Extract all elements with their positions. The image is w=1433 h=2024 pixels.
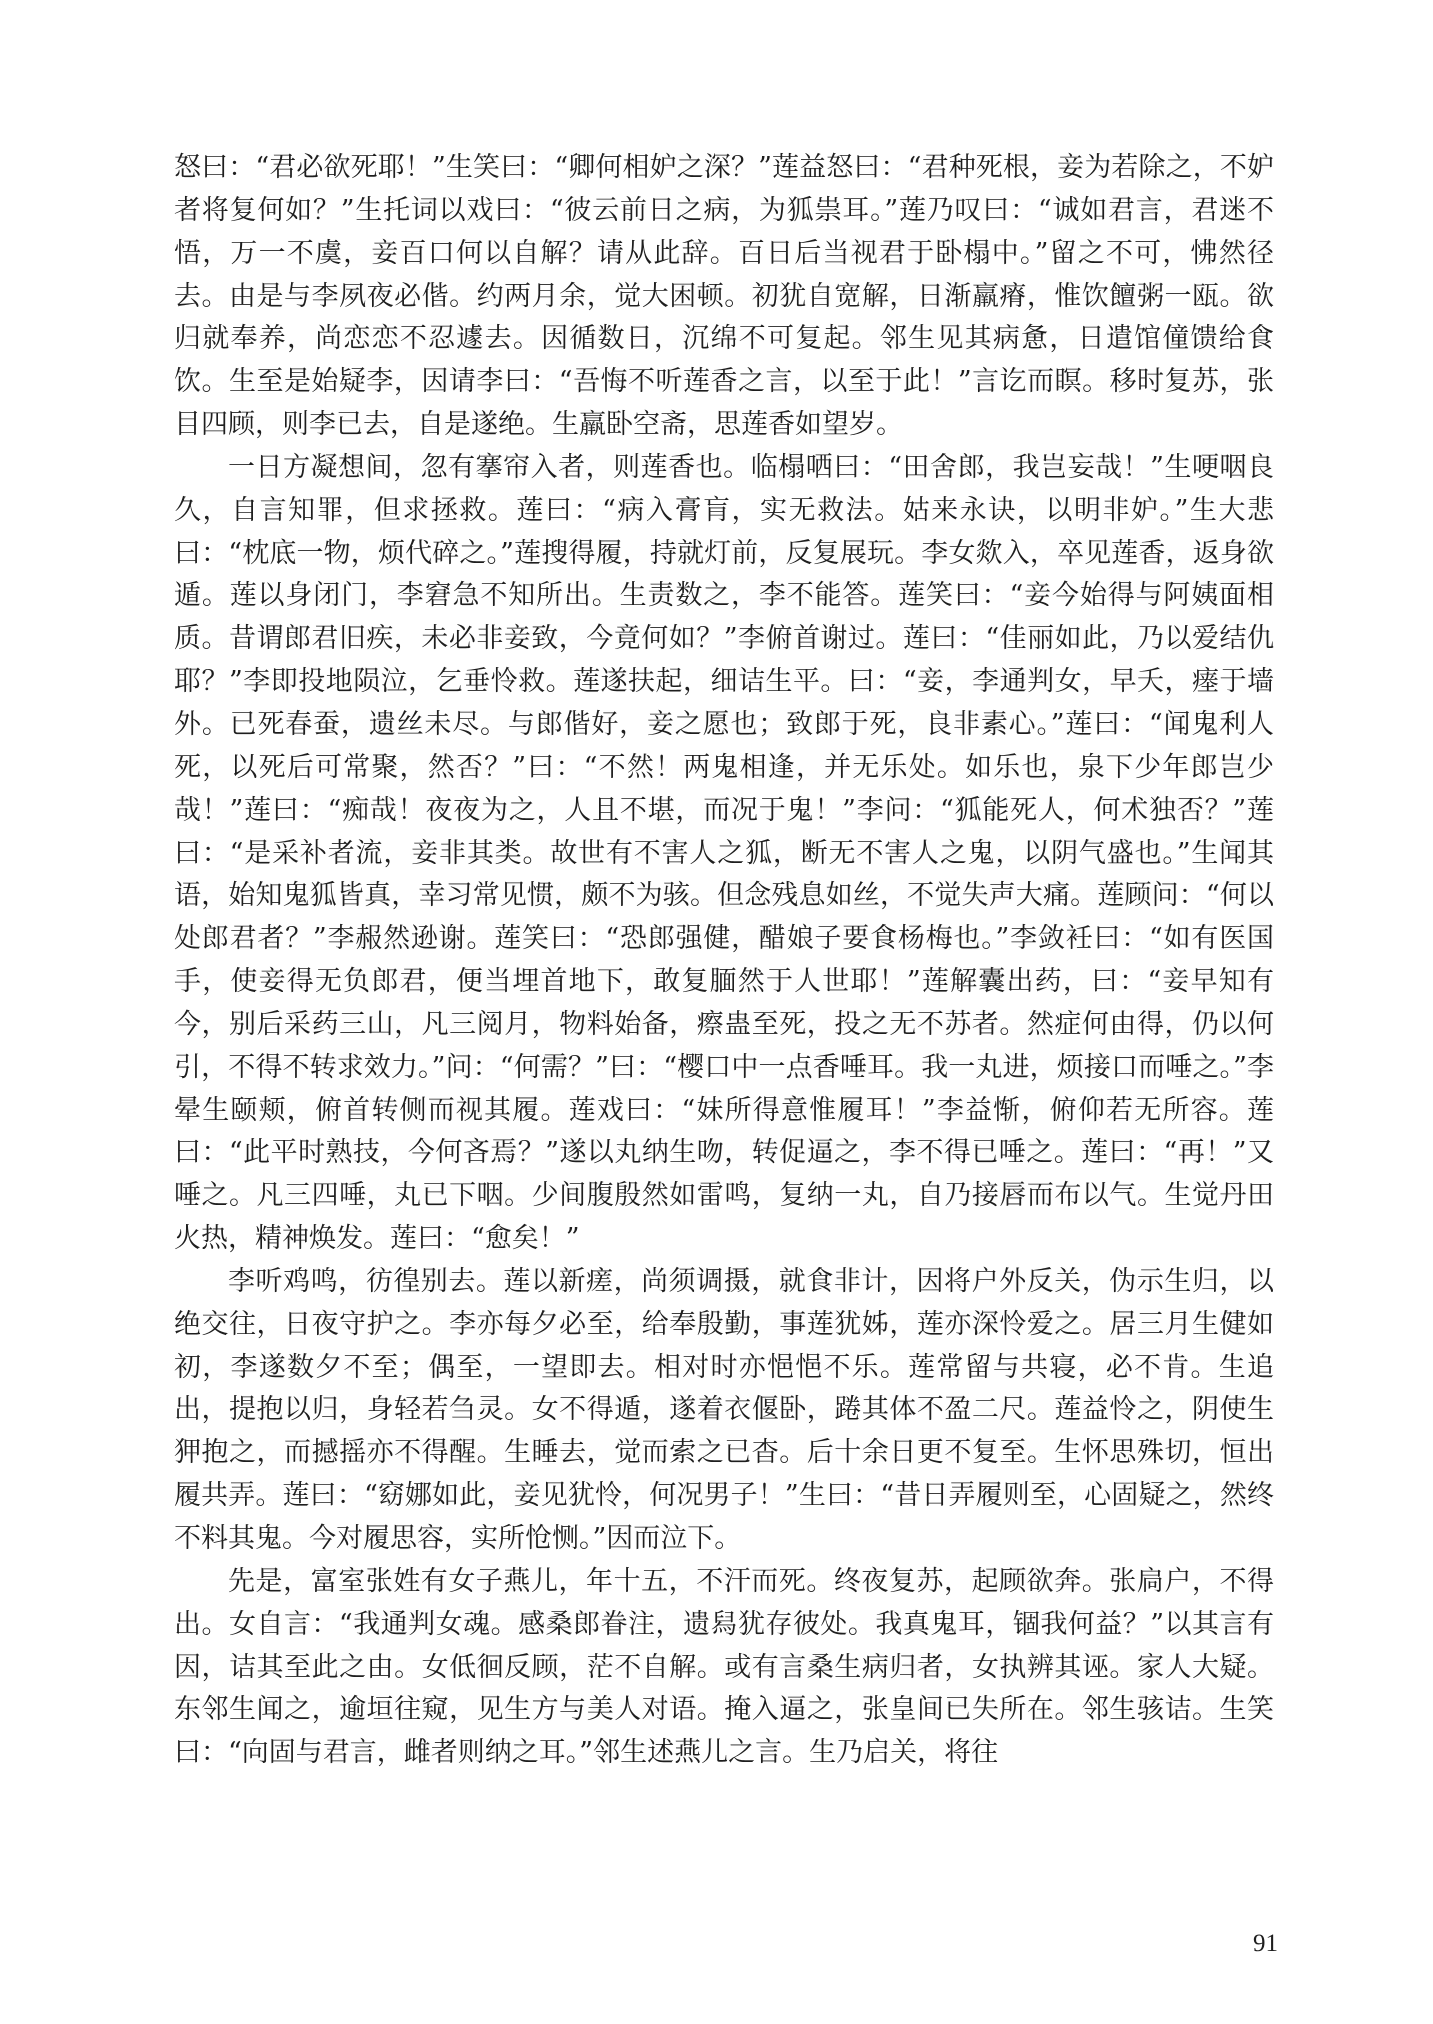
paragraph-2: 一日方凝想间，忽有搴帘入者，则莲香也。临榻哂曰：“田舍郎，我岂妄哉！”生哽咽良久，自言知罪，但求拯救。莲曰：“病入膏肓，实无救法。姑来永诀，以明非妒。”生大悲曰：“枕底一物，烦代碎之。”莲搜得履，持就灯前，反复展玩。李女欻入，卒见莲香，返身欲遁。莲以身闭门，李窘急不知所出。生责数之，李不能答。莲笑曰：“妾今始得与阿姨面相质。昔谓郎君旧疾，未必非妾致，今竟何如？”李俯首谢过。莲曰：“佳丽如此，乃以爱结仇耶？”李即投地陨泣，乞垂怜救。莲遂扶起，细诘生平。曰：“妾，李通判女，早夭，瘗于墙外。已死春蚕，遗丝未尽。与郎偕好，妾之愿也；致郎于死，良非素心。”莲曰：“闻鬼利人死，以死后可常聚，然否？”曰：“不然！两鬼相逢，并无乐处。如乐也，泉下少年郎岂少哉！”莲曰：“痴哉！夜夜为之，人且不堪，而况于鬼！”李问：“狐能死人，何术独否？”莲曰：“是采补者流，妾非其类。故世有不害人之狐，断无不害人之鬼，以阴气盛也。”生闻其语，始知鬼狐皆真，幸习常见惯，颇不为骇。但念残息如丝，不觉失声大痛。莲顾问：“何以处郎君者？”李赧然逊谢。莲笑曰：“恐郎强健，醋娘子要食杨梅也。”李敛衽曰：“如有医国手，使妾得无负郎君，便当埋首地下，敢复腼然于人世耶！”莲解囊出药，曰：“妾早知有今，别后采药三山，凡三阅月，物料始备，瘵蛊至死，投之无不苏者。然症何由得，仍以何引，不得不转求效力。”问：“何需？”曰：“樱口中一点香唾耳。我一丸进，烦接口而唾之。”李晕生颐颊，俯首转侧而视其履。莲戏曰：“妹所得意惟履耳！”李益惭，俯仰若无所容。莲曰：“此平时熟技，今何吝焉？”遂以丸纳生吻，转促逼之，李不得已唾之。莲曰：“再！”又唾之。凡三四唾，丸已下咽。少间腹殷然如雷鸣，复纳一丸，自乃接唇而布以气。生觉丹田火热，精神焕发。莲曰：“愈矣！” bbox=[174, 451, 1274, 1255]
paragraph-3: 李听鸡鸣，彷徨别去。莲以新瘥，尚须调摄，就食非计，因将户外反关，伪示生归，以绝交往，日夜守护之。李亦每夕必至，给奉殷勤，事莲犹姊，莲亦深怜爱之。居三月生健如初，李遂数夕不至；偶至，一望即去。相对时亦悒悒不乐。莲常留与共寝，必不肯。生追出，提抱以归，身轻若刍灵。女不得遁，遂着衣偃卧，踡其体不盈二尺。莲益怜之，阴使生狎抱之，而撼摇亦不得醒。生睡去，觉而索之已杳。后十余日更不复至。生怀思殊切，恒出履共弄。莲曰：“窈娜如此，妾见犹怜，何况男子！”生曰：“昔日弄履则至，心固疑之，然终不料其鬼。今对履思容，实所怆恻。”因而泣下。 bbox=[174, 1265, 1274, 1554]
body-text bbox=[174, 147, 1274, 1775]
paragraph-1: 怒曰：“君必欲死耶！”生笑曰：“卿何相妒之深？”莲益怒曰：“君种死根，妾为若除之，不妒者将复何如？”生托词以戏曰：“彼云前日之病，为狐祟耳。”莲乃叹曰：“诚如君言，君迷不悟，万一不虞，妾百口何以自解？请从此辞。百日后当视君于卧榻中。”留之不可，怫然径去。由是与李夙夜必偕。约两月余，觉大困顿。初犹自宽解，日渐羸瘠，惟饮饘粥一瓯。欲归就奉养，尚恋恋不忍遽去。因循数日，沉绵不可复起。邻生见其病惫，日遣馆僮馈给食饮。生至是始疑李，因请李曰：“吾悔不听莲香之言，以至于此！”言讫而瞑。移时复苏，张目四顾，则李已去，自是遂绝。生羸卧空斋，思莲香如望岁。 bbox=[174, 152, 1274, 441]
page-number: 91 bbox=[1253, 1930, 1278, 1957]
paragraph-4: 先是，富室张姓有女子燕儿，年十五，不汗而死。终夜复苏，起顾欲奔。张扃户，不得出。女自言：“我通判女魂。感桑郎眷注，遗舄犹存彼处。我真鬼耳，锢我何益？”以其言有因，诘其至此之由。女低徊反顾，茫不自解。或有言桑生病归者，女执辨其诬。家人大疑。东邻生闻之，逾垣往窥，见生方与美人对语。掩入逼之，张皇间已失所在。邻生骇诘。生笑曰：“向固与君言，雌者则纳之耳。”邻生述燕儿之言。生乃启关，将往 bbox=[174, 1565, 1274, 1769]
